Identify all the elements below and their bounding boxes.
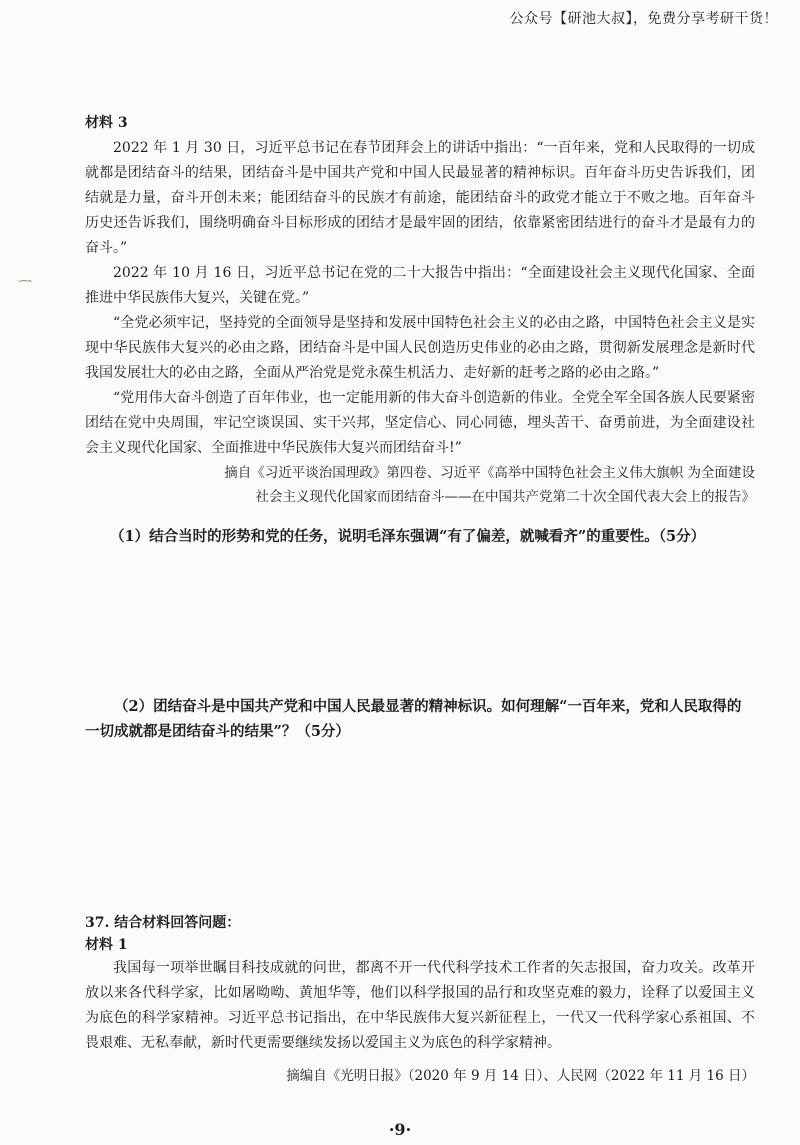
question-1 <box>110 524 760 549</box>
material-3-para-1: 2022 年 1 月 30 日，习近平总书记在春节团拜会上的讲话中指出：“一百年来，党和人民取得的一切成就都是团结奋斗的结果，团结奋斗是中国共产党和中国人民最显著的精神标识。百年奋斗历史告诉我们，团结就是力量，奋斗开创未来；能团结奋斗的民族才有前途，能团结奋斗的政党才能立于不败之地。百年奋斗历史还告诉我们，围绕明确奋斗目标形成的团结才是最牢固的团结，依靠紧密团结进行的奋斗才是最有力的奋斗。” <box>85 140 755 256</box>
scan-mark: ‑‑⁓‑ <box>18 276 31 287</box>
question-2 <box>85 694 755 744</box>
question-1-text: （1）结合当时的形势和党的任务，说明毛泽东强调“有了偏差，就喊看齐”的重要性。（5分） <box>110 528 706 545</box>
material-3-label: 材料 3 <box>85 115 128 131</box>
question-37-source: 摘编自《光明日报》（2020 年 9 月 14 日）、人民网（2022 年 11 月 16 日） <box>286 1068 755 1084</box>
watermark-note: 公众号【研池大叔】，免费分享考研干货！ <box>509 11 778 27</box>
question-37 <box>85 912 755 1088</box>
question-37-title: 37. 结合材料回答问题： <box>85 915 241 931</box>
material-3-para-4: “党用伟大奋斗创造了百年伟业，也一定能用新的伟大奋斗创造新的伟业。全党全军全国各族人民要紧密团结在党中央周围，牢记空谈误国、实干兴邦，坚定信心、同心同德，埋头苦干、奋勇前进，为全面建设社会主义现代化国家、全面推进中华民族伟大复兴而团结奋斗!” <box>85 390 755 456</box>
material-3-source-line-1: 摘自《习近平谈治国理政》第四卷、习近平《高举中国特色社会主义伟大旗帜 为全面建设 <box>224 465 755 481</box>
page-number: ·9· <box>388 1120 412 1139</box>
question-37-material-label: 材料 1 <box>85 937 128 953</box>
question-2-text: （2）团结奋斗是中国共产党和中国人民最显著的精神标识。如何理解“一百年来，党和人民取得的一切成就都是团结奋斗的结果”？（5分） <box>85 698 742 740</box>
material-3-source-line-2: 社会主义现代化国家而团结奋斗——在中国共产党第二十次全国代表大会上的报告》 <box>255 489 755 505</box>
material-3-para-2: 2022 年 10 月 16 日，习近平总书记在党的二十大报告中指出：“全面建设社会主义现代化国家、全面推进中华民族伟大复兴，关键在党。” <box>85 265 755 306</box>
material-3 <box>85 112 755 509</box>
material-3-para-3: “全党必须牢记，坚持党的全面领导是坚持和发展中国特色社会主义的必由之路，中国特色社会主义是实现中华民族伟大复兴的必由之路，团结奋斗是中国人民创造历史伟业的必由之路，贯彻新发展理念是新时代我国发展壮大的必由之路，全面从严治党是党永葆生机活力、走好新的赶考之路的必由之路。” <box>85 315 755 381</box>
question-37-para: 我国每一项举世瞩目科技成就的问世，都离不开一代代科学技术工作者的矢志报国，奋力攻关。改革开放以来各代科学家，比如屠呦呦、黄旭华等，他们以科学报国的品行和攻坚克难的毅力，诠释了以爱国主义为底色的科学家精神。习近平总书记指出，在中华民族伟大复兴新征程上，一代又一代科学家心系祖国、不畏艰难、无私奉献，新时代更需要继续发扬以爱国主义为底色的科学家精神。 <box>85 960 755 1051</box>
